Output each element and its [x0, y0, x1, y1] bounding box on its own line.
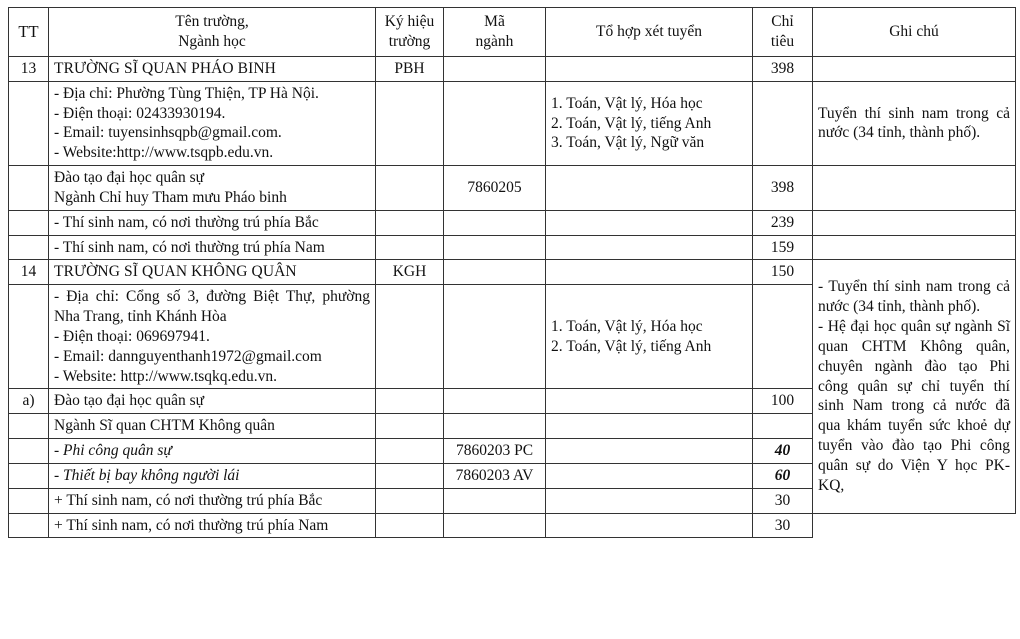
major-code: [444, 57, 546, 82]
quota-value: 60: [753, 463, 813, 488]
table-body: [9, 57, 1016, 538]
row-index: [9, 235, 49, 260]
school-code: [376, 166, 444, 211]
subject-combination-list: [546, 285, 753, 389]
contact-address: - Địa chỉ: Phường Tùng Thiện, TP Hà Nội.: [54, 84, 319, 102]
header-line-2: Ngành học: [178, 33, 246, 50]
subject-combination: [546, 513, 753, 538]
combination-option-2: 2. Toán, Vật lý, tiếng Anh: [551, 337, 712, 355]
subject-combination: [546, 57, 753, 82]
quota-region-label: + Thí sinh nam, có nơi thường trú phía Nam: [49, 513, 376, 538]
school-code: [376, 414, 444, 439]
note-paragraph-2: - Hệ đại học quân sự ngành Sĩ quan CHTM Không quân, chuyên ngành đào tạo Phi công quân sự chỉ tuyển thí sinh Nam trong cả nước đã qua khám tuyển sức khoẻ dự tuyển vào đào tạo Phi công quân sự do Viện Y học PK-KQ,: [818, 318, 1010, 494]
quota-value: [753, 414, 813, 439]
note-cell: [813, 260, 1016, 513]
table-row: [9, 166, 1016, 211]
column-header-major-code: [444, 8, 546, 57]
specialization-label: - Thiết bị bay không người lái: [49, 463, 376, 488]
major-code: 7860203 PC: [444, 439, 546, 464]
header-row: [9, 8, 1016, 57]
table-row: [9, 235, 1016, 260]
school-code: KGH: [376, 260, 444, 285]
row-index: [9, 81, 49, 165]
note-cell: [813, 166, 1016, 211]
program-line-1: Đào tạo đại học quân sự: [54, 169, 205, 187]
row-index: a): [9, 389, 49, 414]
school-code: [376, 439, 444, 464]
row-index: [9, 285, 49, 389]
row-index: 13: [9, 57, 49, 82]
contact-phone: - Điện thoại: 069697941.: [54, 327, 210, 345]
school-name: TRƯỜNG SĨ QUAN PHÁO BINH: [49, 57, 376, 82]
school-code: [376, 513, 444, 538]
subject-combination: [546, 488, 753, 513]
major-code: [444, 260, 546, 285]
subject-combination: [546, 463, 753, 488]
program-line-2: Ngành Chỉ huy Tham mưu Pháo binh: [54, 188, 287, 206]
table-header: [9, 8, 1016, 57]
subject-combination: [546, 389, 753, 414]
row-index: [9, 439, 49, 464]
major-code: [444, 285, 546, 389]
major-code: [444, 210, 546, 235]
note-paragraph-1: - Tuyển thí sinh nam trong cả nước (34 tỉnh, thành phố).: [818, 278, 1010, 316]
row-index: [9, 210, 49, 235]
note-cell: [813, 235, 1016, 260]
header-line-2: trường: [388, 33, 431, 50]
column-header-note: Ghi chú: [813, 8, 1016, 57]
school-code: [376, 210, 444, 235]
quota-region-label: - Thí sinh nam, có nơi thường trú phía Bắc: [49, 210, 376, 235]
major-code: [444, 414, 546, 439]
school-code: PBH: [376, 57, 444, 82]
quota-value: 100: [753, 389, 813, 414]
major-code: 7860203 AV: [444, 463, 546, 488]
quota-value: 398: [753, 57, 813, 82]
header-line-1: Mã: [484, 13, 505, 31]
column-header-school-major: [49, 8, 376, 57]
contact-email: - Email: dannguyenthanh1972@gmail.com: [54, 347, 322, 365]
column-header-tt: TT: [9, 8, 49, 57]
quota-value: 40: [753, 439, 813, 464]
quota-region-label: + Thí sinh nam, có nơi thường trú phía Bắc: [49, 488, 376, 513]
table-row: [9, 81, 1016, 165]
quota-value: 239: [753, 210, 813, 235]
header-line-1: Chỉ: [771, 13, 794, 31]
school-contact-details: [49, 81, 376, 165]
column-header-quota: [753, 8, 813, 57]
school-code: [376, 81, 444, 165]
program-title: Đào tạo đại học quân sự: [49, 389, 376, 414]
quota-value: [753, 81, 813, 165]
contact-website: - Website: http://www.tsqkq.edu.vn.: [54, 367, 278, 385]
school-code: [376, 285, 444, 389]
quota-region-label: - Thí sinh nam, có nơi thường trú phía Nam: [49, 235, 376, 260]
table-row: [9, 260, 1016, 285]
quota-value: [753, 285, 813, 389]
row-index: [9, 166, 49, 211]
subject-combination-list: [546, 81, 753, 165]
major-code: [444, 389, 546, 414]
row-index: [9, 488, 49, 513]
contact-phone: - Điện thoại: 02433930194.: [54, 104, 226, 122]
subject-combination: [546, 210, 753, 235]
school-code: [376, 488, 444, 513]
combination-option-3: 3. Toán, Vật lý, Ngữ văn: [551, 134, 705, 152]
row-index: [9, 414, 49, 439]
school-contact-details: [49, 285, 376, 389]
major-code: [444, 81, 546, 165]
quota-value: 30: [753, 488, 813, 513]
header-line-2: ngành: [475, 33, 514, 50]
table-row: [9, 210, 1016, 235]
quota-value: 398: [753, 166, 813, 211]
subject-combination: [546, 414, 753, 439]
admission-quota-table: [8, 7, 1016, 538]
combination-option-1: 1. Toán, Vật lý, Hóa học: [551, 318, 703, 336]
combination-option-1: 1. Toán, Vật lý, Hóa học: [551, 94, 703, 112]
school-code: [376, 235, 444, 260]
note-cell: Tuyển thí sinh nam trong cả nước (34 tỉnh, thành phố).: [813, 81, 1016, 165]
row-index: [9, 463, 49, 488]
school-code: [376, 463, 444, 488]
subject-combination: [546, 260, 753, 285]
school-code: [376, 389, 444, 414]
specialization-label: - Phi công quân sự: [49, 439, 376, 464]
subject-combination: [546, 166, 753, 211]
note-cell: [813, 57, 1016, 82]
header-line-1: Ký hiệu: [384, 13, 435, 31]
combination-option-2: 2. Toán, Vật lý, tiếng Anh: [551, 114, 712, 132]
contact-address: - Địa chỉ: Cổng số 3, đường Biệt Thự, phường Nha Trang, tỉnh Khánh Hòa: [54, 288, 370, 326]
major-code: 7860205: [444, 166, 546, 211]
row-index: 14: [9, 260, 49, 285]
column-header-school-code: [376, 8, 444, 57]
major-code: [444, 235, 546, 260]
subject-combination: [546, 235, 753, 260]
note-cell: [813, 210, 1016, 235]
quota-value: 150: [753, 260, 813, 285]
header-line-2: tiêu: [770, 33, 795, 50]
quota-value: 159: [753, 235, 813, 260]
column-header-subject-combination: Tổ hợp xét tuyển: [546, 8, 753, 57]
major-code: [444, 488, 546, 513]
subject-combination: [546, 439, 753, 464]
row-index: [9, 513, 49, 538]
major-title: Ngành Sĩ quan CHTM Không quân: [49, 414, 376, 439]
program-title: [49, 166, 376, 211]
table-row: [9, 513, 1016, 538]
major-code: [444, 513, 546, 538]
contact-email: - Email: tuyensinhsqpb@gmail.com.: [54, 124, 282, 142]
header-line-1: Tên trường,: [175, 13, 249, 31]
table-row: [9, 57, 1016, 82]
school-name: TRƯỜNG SĨ QUAN KHÔNG QUÂN: [49, 260, 376, 285]
contact-website: - Website:http://www.tsqpb.edu.vn.: [54, 144, 274, 162]
quota-value: 30: [753, 513, 813, 538]
